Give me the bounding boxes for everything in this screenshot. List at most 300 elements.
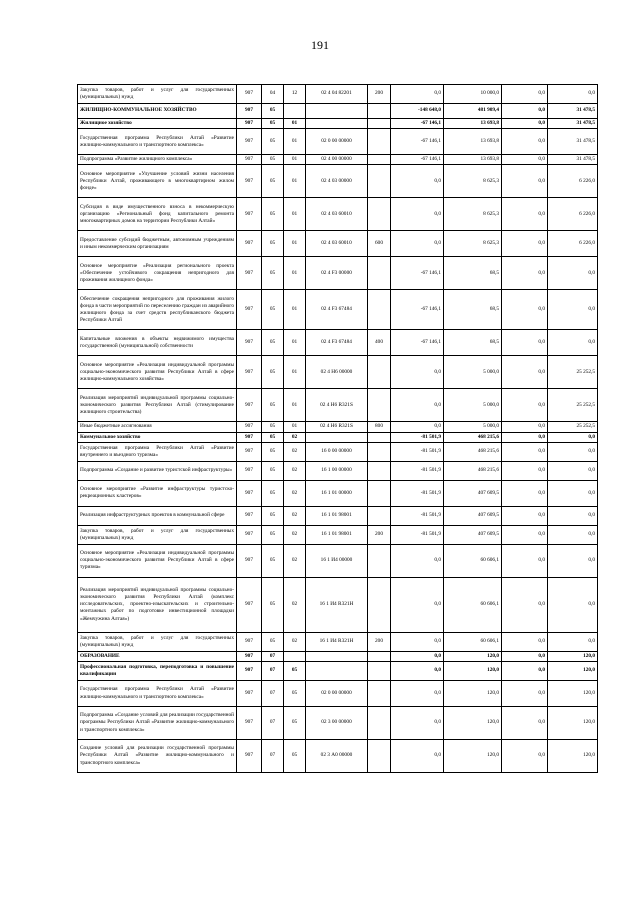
- table-row: [78, 707, 598, 740]
- target-article-code: 16 0 00 00000: [306, 442, 368, 461]
- amount-total-2: 0,0: [548, 290, 598, 330]
- target-article-code: [306, 662, 368, 681]
- amount-change-2: 0,0: [502, 290, 548, 330]
- amount-total: 468 215,6: [444, 432, 502, 442]
- subsection-code: 01: [284, 155, 306, 165]
- expense-type-code: [368, 198, 391, 231]
- section-code: 05: [262, 480, 284, 506]
- amount-change-2: 0,0: [502, 330, 548, 356]
- ministry-code: 907: [237, 389, 262, 422]
- table-row: [78, 231, 598, 257]
- amount-total: 120,0: [444, 681, 502, 707]
- target-article-code: 16 1 00 00000: [306, 461, 368, 480]
- table-row: [78, 544, 598, 577]
- expense-type-code: [368, 165, 391, 198]
- ministry-code: 907: [237, 480, 262, 506]
- target-article-code: 02 0 00 00000: [306, 681, 368, 707]
- amount-total-2: 120,0: [548, 707, 598, 740]
- amount-change-2: 0,0: [502, 577, 548, 632]
- amount-total-2: 25 252,5: [548, 389, 598, 422]
- amount-change-2: 0,0: [502, 104, 548, 119]
- expense-type-code: [368, 506, 391, 525]
- amount-total-2: 0,0: [548, 632, 598, 651]
- subsection-code: 12: [284, 85, 306, 104]
- table-row: [78, 432, 598, 442]
- subsection-code: 02: [284, 461, 306, 480]
- amount-total: 68,5: [444, 290, 502, 330]
- ministry-code: 907: [237, 155, 262, 165]
- ministry-code: 907: [237, 681, 262, 707]
- subsection-code: 02: [284, 577, 306, 632]
- expense-type-code: [368, 681, 391, 707]
- amount-total-2: 0,0: [548, 330, 598, 356]
- amount-change-2: 0,0: [502, 129, 548, 155]
- amount-change-2: 0,0: [502, 231, 548, 257]
- amount-total: 468 215,6: [444, 461, 502, 480]
- subsection-code: 02: [284, 432, 306, 442]
- target-article-code: 16 1 01 98001: [306, 506, 368, 525]
- table-row: [78, 330, 598, 356]
- ministry-code: 907: [237, 85, 262, 104]
- amount-total: 8 625,3: [444, 198, 502, 231]
- section-code: 05: [262, 119, 284, 129]
- amount-total: 468 215,6: [444, 442, 502, 461]
- table-row: [78, 85, 598, 104]
- section-code: 05: [262, 356, 284, 389]
- expense-type-code: [368, 129, 391, 155]
- amount-total: 407 609,5: [444, 506, 502, 525]
- amount-change: -67 146,1: [391, 290, 444, 330]
- subsection-code: 05: [284, 662, 306, 681]
- amount-change: 0,0: [391, 740, 444, 773]
- row-name: Основное мероприятие «Реализация индивидуальной программы социально-экономического развития Республики Алтай в сфере туризма»: [78, 544, 237, 577]
- table-row: [78, 480, 598, 506]
- section-code: 07: [262, 662, 284, 681]
- subsection-code: 01: [284, 165, 306, 198]
- subsection-code: 01: [284, 356, 306, 389]
- amount-total-2: 120,0: [548, 662, 598, 681]
- ministry-code: 907: [237, 165, 262, 198]
- subsection-code: 01: [284, 389, 306, 422]
- amount-total: 8 625,3: [444, 231, 502, 257]
- amount-change-2: 0,0: [502, 632, 548, 651]
- amount-change: 0,0: [391, 85, 444, 104]
- amount-change: 0,0: [391, 544, 444, 577]
- table-row: [78, 681, 598, 707]
- ministry-code: 907: [237, 461, 262, 480]
- section-code: 05: [262, 506, 284, 525]
- table-row: [78, 290, 598, 330]
- section-code: 07: [262, 707, 284, 740]
- row-name: Жилищное хозяйство: [78, 119, 237, 129]
- target-article-code: 16 1 И4 00000: [306, 544, 368, 577]
- ministry-code: 907: [237, 632, 262, 651]
- expense-type-code: [368, 577, 391, 632]
- amount-change: -81 501,9: [391, 461, 444, 480]
- amount-change: 0,0: [391, 231, 444, 257]
- section-code: 07: [262, 651, 284, 661]
- section-code: 05: [262, 544, 284, 577]
- ministry-code: 907: [237, 129, 262, 155]
- expense-type-code: [368, 662, 391, 681]
- table-body: [78, 85, 598, 773]
- subsection-code: 02: [284, 480, 306, 506]
- amount-total-2: 0,0: [548, 480, 598, 506]
- subsection-code: 02: [284, 632, 306, 651]
- section-code: 05: [262, 525, 284, 544]
- section-code: 05: [262, 198, 284, 231]
- amount-change-2: 0,0: [502, 651, 548, 661]
- expense-type-code: [368, 461, 391, 480]
- subsection-code: 02: [284, 525, 306, 544]
- target-article-code: 02 4 00 00000: [306, 155, 368, 165]
- target-article-code: 02 4 03 60010: [306, 231, 368, 257]
- amount-total-2: 0,0: [548, 506, 598, 525]
- amount-change: 0,0: [391, 165, 444, 198]
- subsection-code: 01: [284, 198, 306, 231]
- ministry-code: 907: [237, 330, 262, 356]
- amount-total-2: 0,0: [548, 544, 598, 577]
- row-name: Государственная программа Республики Алтай «Развитие жилищно-коммунального и транспортного комплекса»: [78, 129, 237, 155]
- amount-change-2: 0,0: [502, 257, 548, 290]
- subsection-code: 05: [284, 707, 306, 740]
- amount-total: 60 606,1: [444, 577, 502, 632]
- amount-change: 0,0: [391, 577, 444, 632]
- expense-type-code: [368, 389, 391, 422]
- amount-total: 120,0: [444, 651, 502, 661]
- ministry-code: 907: [237, 422, 262, 432]
- table-row: [78, 740, 598, 773]
- amount-change-2: 0,0: [502, 165, 548, 198]
- amount-total: 120,0: [444, 707, 502, 740]
- target-article-code: 02 4 F3 67484: [306, 330, 368, 356]
- row-name: Реализация мероприятий индивидуальной программы социально-экономического развития Республики Алтай (комплекс исследовательских, проектно-изыскательских и строительно-монтажных работ по подготовке инвестиционной площадки «Жемчужина Алтая»): [78, 577, 237, 632]
- subsection-code: [284, 651, 306, 661]
- amount-total-2: 0,0: [548, 257, 598, 290]
- target-article-code: 02 4 04 82201: [306, 85, 368, 104]
- section-code: 05: [262, 290, 284, 330]
- amount-change-2: 0,0: [502, 681, 548, 707]
- row-name: Основное мероприятие «Улучшение условий жизни населения Республики Алтай, проживающего в многоквартирном жилом фонде»: [78, 165, 237, 198]
- expense-type-code: [368, 707, 391, 740]
- amount-total-2: 25 252,5: [548, 356, 598, 389]
- table-row: [78, 165, 598, 198]
- amount-total-2: 0,0: [548, 432, 598, 442]
- amount-change: 0,0: [391, 198, 444, 231]
- row-name: Государственная программа Республики Алтай «Развитие внутреннего и въездного туризма»: [78, 442, 237, 461]
- amount-total: 13 693,8: [444, 129, 502, 155]
- target-article-code: 02 4 Н6 R321S: [306, 422, 368, 432]
- ministry-code: 907: [237, 290, 262, 330]
- row-name: Подпрограмма «Создание и развитие туристской инфраструктуры»: [78, 461, 237, 480]
- amount-change-2: 0,0: [502, 442, 548, 461]
- row-name: Профессиональная подготовка, переподготовка и повышение квалификации: [78, 662, 237, 681]
- target-article-code: 16 1 И4 R321Н: [306, 632, 368, 651]
- amount-total-2: 120,0: [548, 681, 598, 707]
- section-code: 05: [262, 330, 284, 356]
- amount-change: -67 146,1: [391, 119, 444, 129]
- amount-total: 120,0: [444, 740, 502, 773]
- amount-change: 0,0: [391, 356, 444, 389]
- table-row: [78, 461, 598, 480]
- ministry-code: 907: [237, 119, 262, 129]
- target-article-code: 02 4 F3 67484: [306, 290, 368, 330]
- expense-type-code: 400: [368, 330, 391, 356]
- target-article-code: 16 1 01 00000: [306, 480, 368, 506]
- row-name: ОБРАЗОВАНИЕ: [78, 651, 237, 661]
- expense-type-code: [368, 119, 391, 129]
- target-article-code: [306, 651, 368, 661]
- amount-total: 10 000,0: [444, 85, 502, 104]
- target-article-code: 02 0 00 00000: [306, 129, 368, 155]
- table-row: [78, 442, 598, 461]
- amount-change: 0,0: [391, 707, 444, 740]
- amount-change: 0,0: [391, 681, 444, 707]
- ministry-code: 907: [237, 356, 262, 389]
- target-article-code: 16 1 И4 R321Н: [306, 577, 368, 632]
- table-row: [78, 257, 598, 290]
- subsection-code: 05: [284, 681, 306, 707]
- amount-total: 407 609,5: [444, 480, 502, 506]
- amount-change-2: 0,0: [502, 525, 548, 544]
- subsection-code: 02: [284, 442, 306, 461]
- section-code: 05: [262, 632, 284, 651]
- table-row: [78, 422, 598, 432]
- expense-type-code: [368, 480, 391, 506]
- amount-change: -81 501,9: [391, 480, 444, 506]
- row-name: Коммунальное хозяйство: [78, 432, 237, 442]
- ministry-code: 907: [237, 231, 262, 257]
- table-row: [78, 356, 598, 389]
- expense-type-code: [368, 290, 391, 330]
- section-code: 07: [262, 681, 284, 707]
- ministry-code: 907: [237, 707, 262, 740]
- amount-change-2: 0,0: [502, 740, 548, 773]
- subsection-code: [284, 104, 306, 119]
- amount-change: 0,0: [391, 389, 444, 422]
- table-row: [78, 104, 598, 119]
- amount-total-2: 0,0: [548, 577, 598, 632]
- amount-change: 0,0: [391, 662, 444, 681]
- section-code: 07: [262, 740, 284, 773]
- amount-change: -67 146,1: [391, 155, 444, 165]
- row-name: Закупка товаров, работ и услуг для государственных (муниципальных) нужд: [78, 632, 237, 651]
- ministry-code: 907: [237, 662, 262, 681]
- section-code: 05: [262, 231, 284, 257]
- amount-total: 13 693,8: [444, 155, 502, 165]
- expense-type-code: [368, 651, 391, 661]
- expense-type-code: 800: [368, 422, 391, 432]
- amount-total-2: 0,0: [548, 85, 598, 104]
- amount-total: 5 000,0: [444, 422, 502, 432]
- expense-type-code: [368, 104, 391, 119]
- row-name: Основное мероприятие «Развитие инфраструктуры туристско-рекреационных кластеров»: [78, 480, 237, 506]
- target-article-code: 02 4 03 00000: [306, 165, 368, 198]
- expense-type-code: 200: [368, 85, 391, 104]
- amount-change: -67 146,1: [391, 330, 444, 356]
- ministry-code: 907: [237, 740, 262, 773]
- amount-change-2: 0,0: [502, 707, 548, 740]
- target-article-code: [306, 432, 368, 442]
- amount-change: 0,0: [391, 422, 444, 432]
- amount-change: -81 501,9: [391, 442, 444, 461]
- amount-change-2: 0,0: [502, 432, 548, 442]
- amount-change-2: 0,0: [502, 662, 548, 681]
- row-name: Основное мероприятие «Реализация регионального проекта «Обеспечение устойчивого сокращения непригодного для проживания жилищного фонда»: [78, 257, 237, 290]
- ministry-code: 907: [237, 432, 262, 442]
- amount-change: 0,0: [391, 632, 444, 651]
- section-code: 05: [262, 442, 284, 461]
- amount-total: 407 609,5: [444, 525, 502, 544]
- subsection-code: 05: [284, 740, 306, 773]
- amount-total-2: 0,0: [548, 461, 598, 480]
- target-article-code: 02 4 Н6 R321S: [306, 389, 368, 422]
- expense-type-code: [368, 155, 391, 165]
- section-code: 05: [262, 165, 284, 198]
- amount-change-2: 0,0: [502, 356, 548, 389]
- row-name: Подпрограмма «Создание условий для реализации государственной программы Республики Алтай «Развитие жилищно-коммунального и транспортного комплекса»: [78, 707, 237, 740]
- amount-change-2: 0,0: [502, 85, 548, 104]
- budget-table: [77, 84, 598, 773]
- expense-type-code: 600: [368, 231, 391, 257]
- amount-total-2: 0,0: [548, 525, 598, 544]
- amount-total: 60 606,1: [444, 544, 502, 577]
- expense-type-code: [368, 740, 391, 773]
- table-row: [78, 155, 598, 165]
- amount-change: -81 501,9: [391, 525, 444, 544]
- amount-change-2: 0,0: [502, 389, 548, 422]
- row-name: Закупка товаров, работ и услуг для государственных (муниципальных) нужд: [78, 85, 237, 104]
- ministry-code: 907: [237, 257, 262, 290]
- target-article-code: [306, 104, 368, 119]
- table-row: [78, 525, 598, 544]
- amount-total-2: 31 478,5: [548, 104, 598, 119]
- expense-type-code: 200: [368, 632, 391, 651]
- subsection-code: 02: [284, 544, 306, 577]
- row-name: Реализация инфраструктурных проектов в коммунальной сфере: [78, 506, 237, 525]
- expense-type-code: [368, 257, 391, 290]
- amount-total-2: 31 478,5: [548, 129, 598, 155]
- expense-type-code: [368, 432, 391, 442]
- table-row: [78, 119, 598, 129]
- amount-total-2: 31 478,5: [548, 119, 598, 129]
- ministry-code: 907: [237, 525, 262, 544]
- row-name: Реализация мероприятий индивидуальной программы социально-экономического развития Республики Алтай (стимулирование жилищного строительства): [78, 389, 237, 422]
- amount-change-2: 0,0: [502, 119, 548, 129]
- amount-change-2: 0,0: [502, 198, 548, 231]
- table-row: [78, 662, 598, 681]
- subsection-code: 01: [284, 290, 306, 330]
- page-number: 191: [311, 38, 329, 52]
- section-code: 05: [262, 461, 284, 480]
- amount-change: -67 146,1: [391, 129, 444, 155]
- target-article-code: 02 3 00 00000: [306, 707, 368, 740]
- amount-total: 68,5: [444, 330, 502, 356]
- amount-total-2: 120,0: [548, 651, 598, 661]
- section-code: 04: [262, 85, 284, 104]
- table-row: [78, 506, 598, 525]
- amount-total: 5 000,0: [444, 356, 502, 389]
- amount-total-2: 6 226,0: [548, 165, 598, 198]
- subsection-code: 01: [284, 257, 306, 290]
- amount-change: -67 146,1: [391, 257, 444, 290]
- amount-change: -81 501,9: [391, 506, 444, 525]
- section-code: 05: [262, 104, 284, 119]
- amount-change-2: 0,0: [502, 422, 548, 432]
- expense-type-code: [368, 544, 391, 577]
- subsection-code: 01: [284, 129, 306, 155]
- subsection-code: 02: [284, 506, 306, 525]
- row-name: Основное мероприятие «Реализация индивидуальной программы социально-экономического развития Республики Алтай в сфере жилищно-коммунального хозяйства»: [78, 356, 237, 389]
- table-row: [78, 198, 598, 231]
- expense-type-code: 200: [368, 525, 391, 544]
- subsection-code: 01: [284, 330, 306, 356]
- amount-change-2: 0,0: [502, 155, 548, 165]
- target-article-code: 16 1 01 98001: [306, 525, 368, 544]
- row-name: Капитальные вложения в объекты недвижимого имущества государственной (муниципальной) собственности: [78, 330, 237, 356]
- amount-total: 8 625,3: [444, 165, 502, 198]
- section-code: 05: [262, 577, 284, 632]
- amount-total-2: 120,0: [548, 740, 598, 773]
- amount-total: 5 000,0: [444, 389, 502, 422]
- row-name: Создание условий для реализации государственной программы Республики Алтай «Развитие жилищно-коммунального и транспортного комплекса»: [78, 740, 237, 773]
- amount-total-2: 6 226,0: [548, 231, 598, 257]
- table-row: [78, 632, 598, 651]
- ministry-code: 907: [237, 442, 262, 461]
- amount-change: 0,0: [391, 651, 444, 661]
- subsection-code: 01: [284, 231, 306, 257]
- amount-total-2: 0,0: [548, 442, 598, 461]
- target-article-code: 02 4 03 60010: [306, 198, 368, 231]
- section-code: 05: [262, 432, 284, 442]
- amount-change-2: 0,0: [502, 544, 548, 577]
- amount-change: -148 648,0: [391, 104, 444, 119]
- subsection-code: 01: [284, 119, 306, 129]
- section-code: 05: [262, 389, 284, 422]
- amount-total: 120,0: [444, 662, 502, 681]
- ministry-code: 907: [237, 104, 262, 119]
- amount-total-2: 25 252,5: [548, 422, 598, 432]
- amount-total: 68,5: [444, 257, 502, 290]
- amount-change-2: 0,0: [502, 480, 548, 506]
- target-article-code: 02 4 F3 00000: [306, 257, 368, 290]
- section-code: 05: [262, 129, 284, 155]
- expense-type-code: [368, 442, 391, 461]
- amount-change-2: 0,0: [502, 461, 548, 480]
- target-article-code: [306, 119, 368, 129]
- amount-total: 13 693,8: [444, 119, 502, 129]
- row-name: ЖИЛИЩНО-КОММУНАЛЬНОЕ ХОЗЯЙСТВО: [78, 104, 237, 119]
- ministry-code: 907: [237, 198, 262, 231]
- ministry-code: 907: [237, 544, 262, 577]
- ministry-code: 907: [237, 506, 262, 525]
- expense-type-code: [368, 356, 391, 389]
- target-article-code: 02 3 А0 00000: [306, 740, 368, 773]
- ministry-code: 907: [237, 651, 262, 661]
- section-code: 05: [262, 422, 284, 432]
- section-code: 05: [262, 155, 284, 165]
- row-name: Подпрограмма «Развитие жилищного комплекса»: [78, 155, 237, 165]
- table-row: [78, 129, 598, 155]
- amount-change: -81 501,9: [391, 432, 444, 442]
- row-name: Обеспечение сокращения непригодного для проживания жилого фонда в части мероприятий по переселению граждан из аварийного жилищного фонда за счет средств республиканского бюджета Республики Алтай: [78, 290, 237, 330]
- ministry-code: 907: [237, 577, 262, 632]
- target-article-code: 02 4 Н6 00000: [306, 356, 368, 389]
- table-row: [78, 577, 598, 632]
- amount-total-2: 6 226,0: [548, 198, 598, 231]
- amount-total-2: 31 478,5: [548, 155, 598, 165]
- table-row: [78, 389, 598, 422]
